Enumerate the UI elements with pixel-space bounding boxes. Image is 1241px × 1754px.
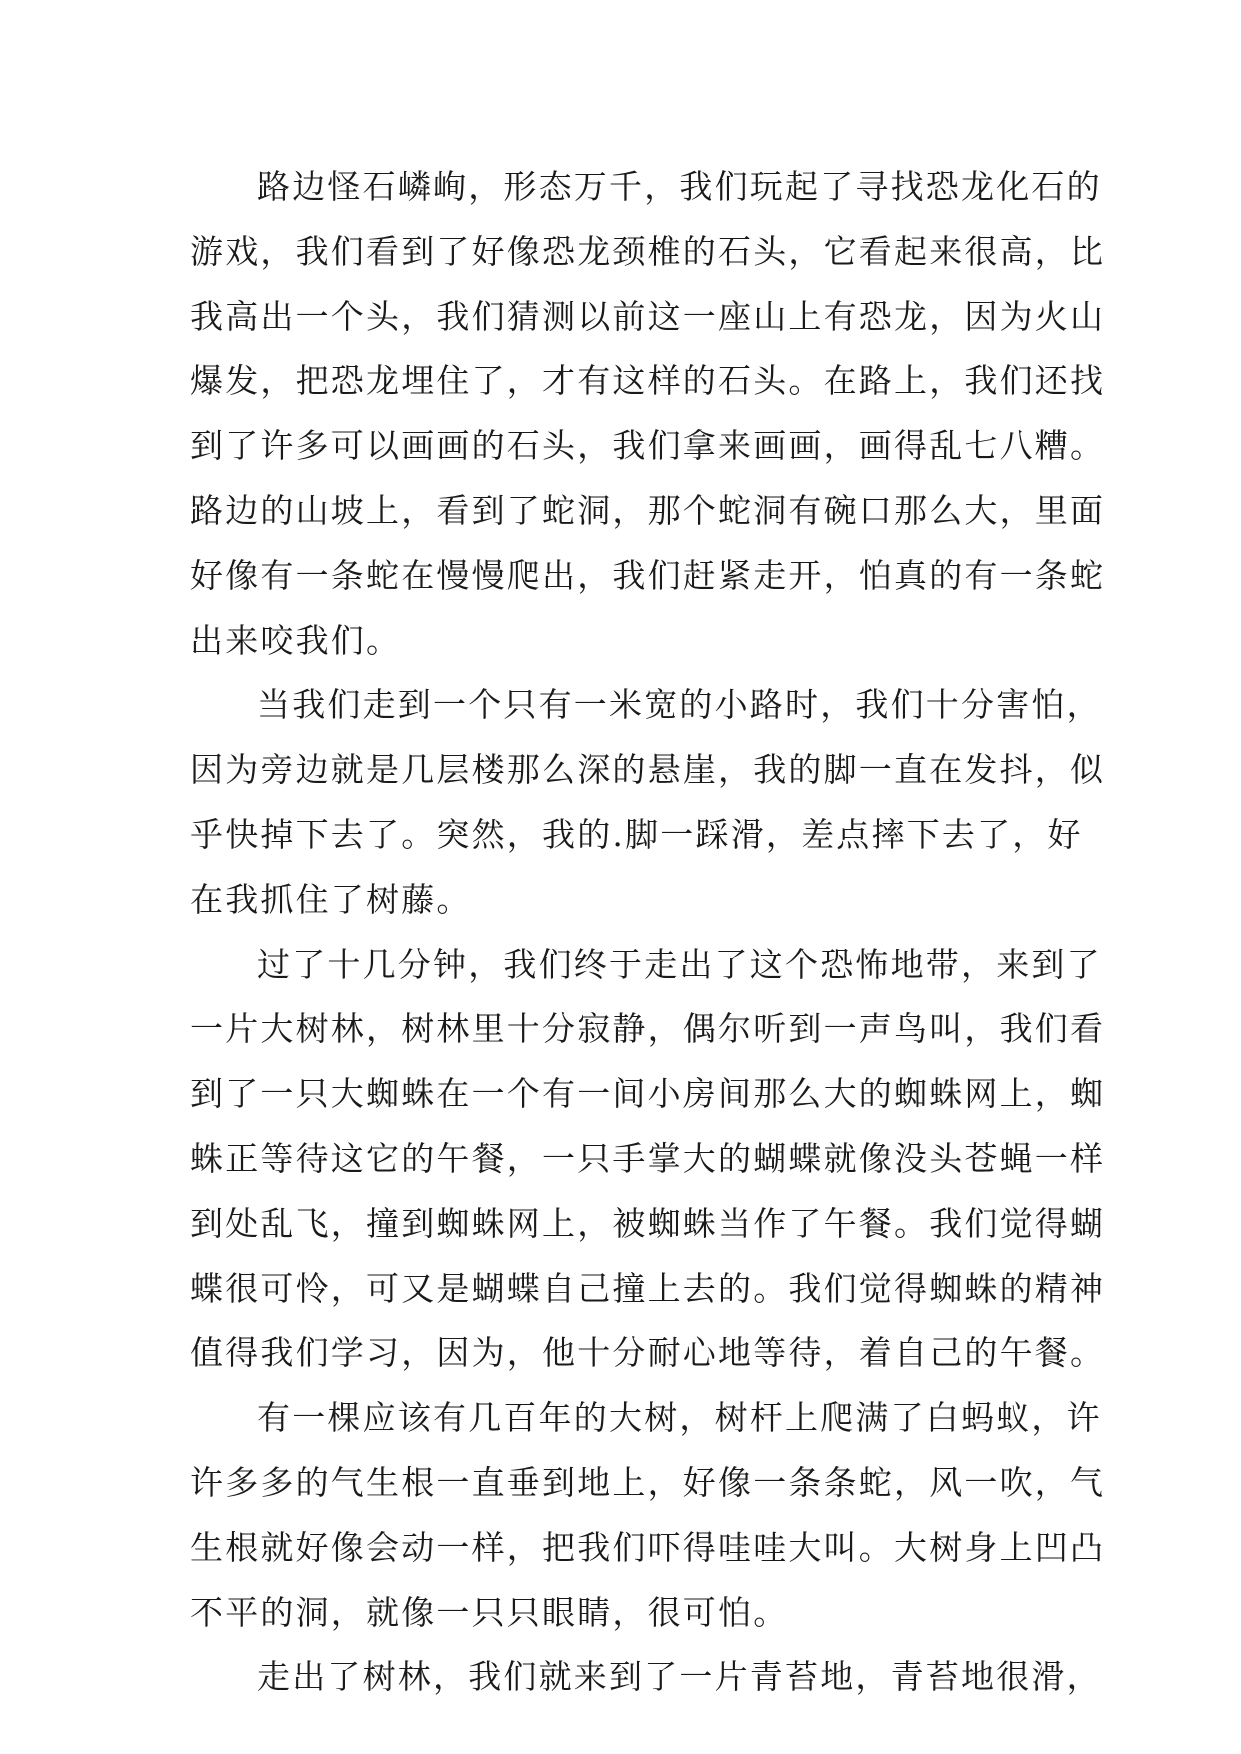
text-line: 乎快掉下去了。突然，我的.脚一踩滑，差点摔下去了，好 [190, 814, 1083, 854]
text-line: 许多多的气生根一直垂到地上，好像一条条蛇，风一吹，气 [190, 1462, 1106, 1502]
text-line: 好像有一条蛇在慢慢爬出，我们赶紧走开，怕真的有一条蛇 [190, 555, 1106, 595]
text-line: 一片大树林，树林里十分寂静，偶尔听到一声鸟叫，我们看 [190, 1009, 1106, 1049]
text-line: 游戏，我们看到了好像恐龙颈椎的石头，它看起来很高，比 [190, 231, 1106, 271]
text-line: 到了许多可以画画的石头，我们拿来画画，画得乱七八糟。 [190, 426, 1106, 466]
text-line: 因为旁边就是几层楼那么深的悬崖，我的脚一直在发抖，似 [190, 750, 1106, 790]
text-line: 到处乱飞，撞到蜘蛛网上，被蜘蛛当作了午餐。我们觉得蝴 [190, 1203, 1106, 1243]
text-line: 蛛正等待这它的午餐，一只手掌大的蝴蝶就像没头苍蝇一样 [190, 1138, 1106, 1178]
text-line: 有一棵应该有几百年的大树，树杆上爬满了白蚂蚁，许 [257, 1398, 1102, 1438]
text-line: 过了十几分钟，我们终于走出了这个恐怖地带，来到了 [257, 944, 1102, 984]
text-line: 生根就好像会动一样，把我们吓得哇哇大叫。大树身上凹凸 [190, 1527, 1106, 1567]
text-line: 蝶很可怜，可又是蝴蝶自己撞上去的。我们觉得蜘蛛的精神 [190, 1268, 1106, 1308]
text-line: 出来咬我们。 [190, 620, 402, 660]
text-line: 在我抓住了树藤。 [190, 879, 472, 919]
text-line: 路边的山坡上，看到了蛇洞，那个蛇洞有碗口那么大，里面 [190, 490, 1106, 530]
text-line: 爆发，把恐龙埋住了，才有这样的石头。在路上，我们还找 [190, 361, 1106, 401]
text-line: 到了一只大蜘蛛在一个有一间小房间那么大的蜘蛛网上，蜘 [190, 1074, 1106, 1114]
text-line: 走出了树林，我们就来到了一片青苔地，青苔地很滑， [257, 1657, 1102, 1697]
text-line: 我高出一个头，我们猜测以前这一座山上有恐龙，因为火山 [190, 296, 1106, 336]
text-line: 值得我们学习，因为，他十分耐心地等待，着自己的午餐。 [190, 1333, 1106, 1373]
text-line: 当我们走到一个只有一米宽的小路时，我们十分害怕， [257, 685, 1102, 725]
essay-body [190, 155, 1106, 1710]
text-line: 不平的洞，就像一只只眼睛，很可怕。 [190, 1592, 789, 1632]
text-line: 路边怪石嶙峋，形态万千，我们玩起了寻找恐龙化石的 [257, 167, 1102, 206]
